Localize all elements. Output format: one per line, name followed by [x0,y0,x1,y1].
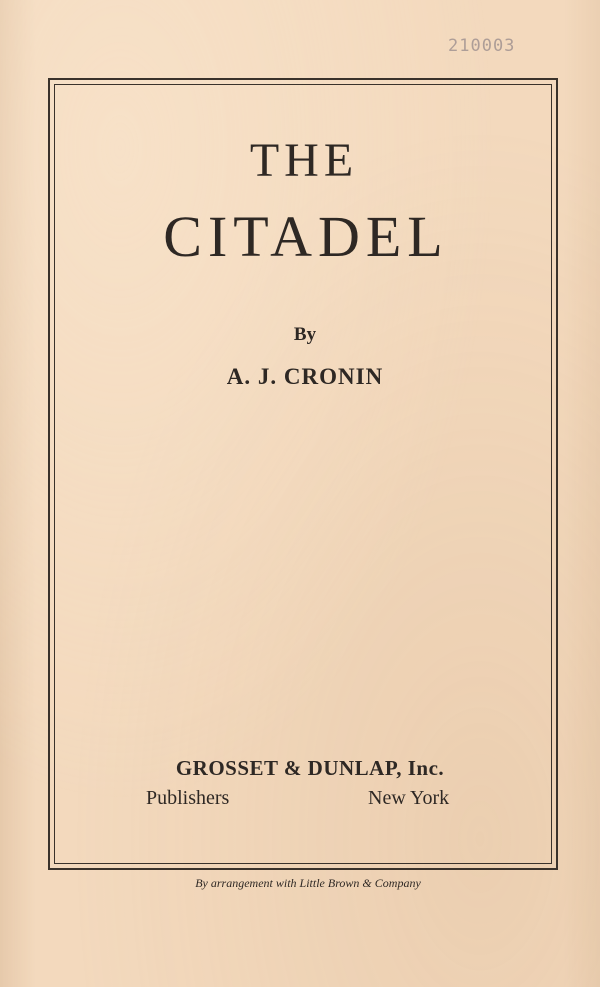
title-page-inner-border [54,84,552,864]
publisher-name: GROSSET & DUNLAP, Inc. [175,756,445,780]
author-name: A. J. CRONIN [226,364,384,389]
book-title-line-1: THE [249,134,359,187]
book-title-line-2: CITADEL [163,204,449,269]
publisher-role: Publishers [146,787,230,809]
publisher-city: New York [368,787,450,809]
library-stamp-number: 210003 [448,36,516,56]
byline: By [293,324,317,345]
arrangement-note: By arrangement with Little Brown & Company [195,876,421,890]
